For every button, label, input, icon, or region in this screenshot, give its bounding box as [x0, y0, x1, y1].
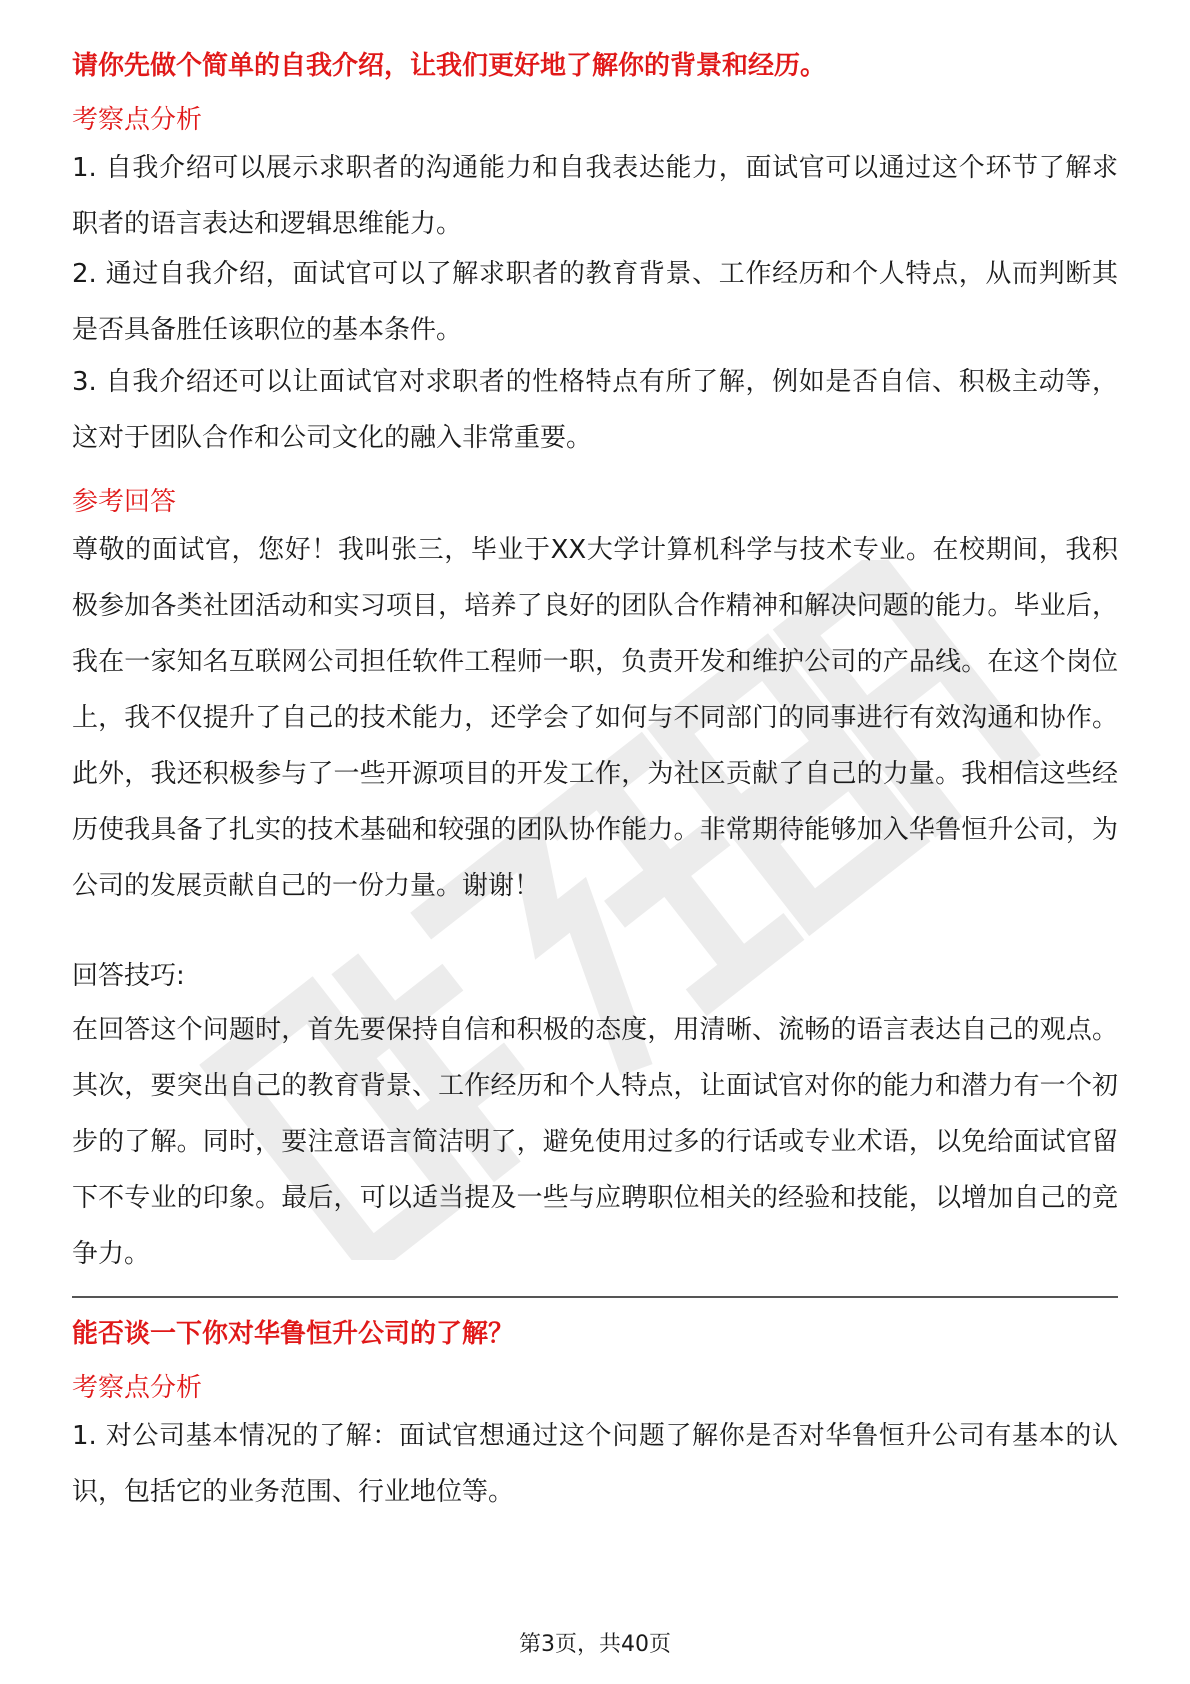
question-1-analysis-point-2: 2. 通过自我介绍，面试官可以了解求职者的教育背景、工作经历和个人特点，从而判断其是否具备胜任该职位的基本条件。	[72, 259, 1118, 345]
question-1-analysis-point-3: 3. 自我介绍还可以让面试官对求职者的性格特点有所了解，例如是否自信、积极主动等，这对于团队合作和公司文化的融入非常重要。	[72, 367, 1118, 453]
question-1-tips-label: 回答技巧:	[72, 961, 185, 991]
question-1-analysis-point-1: 1. 自我介绍可以展示求职者的沟通能力和自我表达能力，面试官可以通过这个环节了解求职者的语言表达和逻辑思维能力。	[72, 153, 1118, 239]
question-1-answer-text: 尊敬的面试官，您好！我叫张三，毕业于XX大学计算机科学与技术专业。在校期间，我积极参加各类社团活动和实习项目，培养了良好的团队合作精神和解决问题的能力。毕业后，我在一家知名互联网公司担任软件工程师一职，负责开发和维护公司的产品线。在这个岗位上，我不仅提升了自己的技术能力，还学会了如何与不同部门的同事进行有效沟通和协作。此外，我还积极参与了一些开源项目的开发工作，为社区贡献了自己的力量。我相信这些经历使我具备了扎实的技术基础和较强的团队协作能力。非常期待能够加入华鲁恒升公司，为公司的发展贡献自己的一份力量。谢谢！	[72, 535, 1118, 901]
section-divider	[72, 1296, 1118, 1298]
question-1-answer-heading: 参考回答	[72, 487, 177, 517]
question-1-analysis-heading: 考察点分析	[72, 105, 203, 135]
question-1-title: 请你先做个简单的自我介绍，让我们更好地了解你的背景和经历。	[72, 51, 827, 81]
question-1-tips-text: 在回答这个问题时，首先要保持自信和积极的态度，用清晰、流畅的语言表达自己的观点。其次，要突出自己的教育背景、工作经历和个人特点，让面试官对你的能力和潜力有一个初步的了解。同时，要注意语言简洁明了，避免使用过多的行话或专业术语，以免给面试官留下不专业的印象。最后，可以适当提及一些与应聘职位相关的经验和技能，以增加自己的竞争力。	[72, 1015, 1118, 1269]
page-number-footer: 第3页，共40页	[519, 1632, 671, 1657]
question-2-analysis-heading: 考察点分析	[72, 1373, 203, 1403]
question-2-analysis-point-1: 1. 对公司基本情况的了解：面试官想通过这个问题了解你是否对华鲁恒升公司有基本的认识，包括它的业务范围、行业地位等。	[72, 1421, 1118, 1507]
question-2-title: 能否谈一下你对华鲁恒升公司的了解？	[72, 1319, 515, 1349]
